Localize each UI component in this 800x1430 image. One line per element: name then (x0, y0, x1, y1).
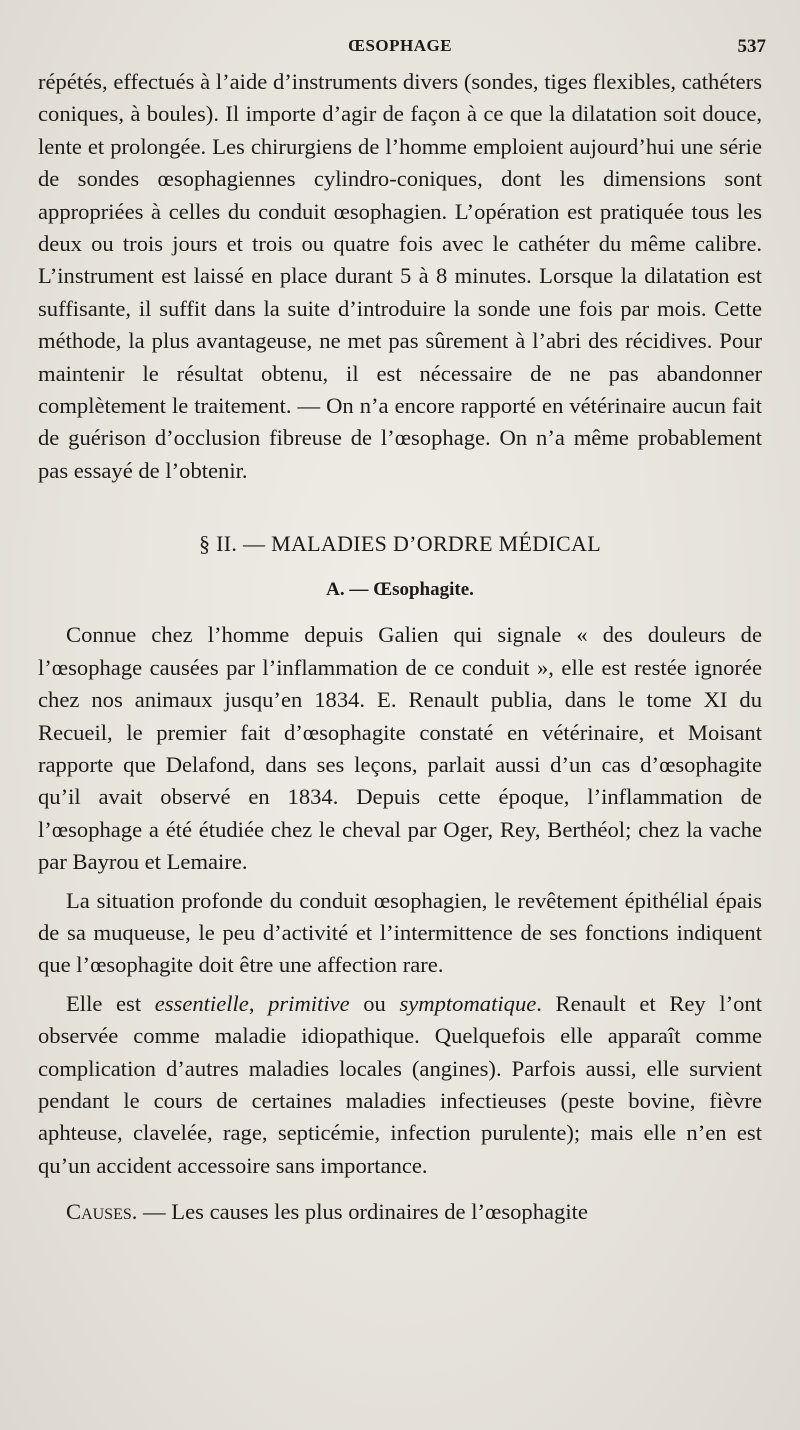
paragraph-history: Connue chez l’homme depuis Galien qui signale « des douleurs de l’œsophage causées par l’inflammation de ce conduit », elle est restée ignorée chez nos animaux jusqu’en 1834. E. Renault publia, dans le tome XI du Recueil, le premier fait d’œsophagite constaté en vétérinaire, et Moisant rapporte que Delafond, dans ses leçons, parlait aussi d’un cas d’œsophagite qu’il avait observé en 1834. Depuis cette époque, l’inflammation de l’œsophage a été étudiée chez le cheval par Oger, Rey, Berthéol; chez la vache par Bayrou et Lemaire. (38, 622, 762, 875)
running-title: ŒSOPHAGE (347, 36, 453, 55)
causes-text: — Les causes les plus ordinaires de l’œsophagite (137, 1199, 588, 1225)
forms-sep-2: ou (349, 990, 400, 1016)
paragraph-forms (38, 988, 762, 1182)
section-heading: § II. — MALADIES D’ORDRE MÉDICAL (199, 531, 601, 557)
forms-rest: . Renault et Rey l’ont observée comme maladie idiopathique. Quelquefois elle apparaît comme complication d’autres maladies locales (angines). Parfois aussi, elle survient pendant le cours de certaines maladies infectieuses (peste bovine, fièvre aphteuse, clavelée, rage, septicémie, infection purulente); mais elle n’en est qu’un accident accessoire sans importance. (38, 990, 763, 1178)
paragraph-causes (38, 1196, 762, 1228)
paragraph-rarity: La situation profonde du conduit œsophagien, le revêtement épithélial épais de sa muqueuse, le peu d’activité et l’intermittence de ses fonctions indiquent que l’œsophagite doit être une affection rare. (38, 887, 762, 978)
forms-sep-1: , (248, 990, 269, 1016)
running-header (38, 30, 766, 58)
causes-label: Causes. (66, 1199, 138, 1225)
forms-lead: Elle est (66, 990, 155, 1016)
term-primitive: primitive (268, 990, 350, 1016)
sub-heading: A. — Œsophagite. (326, 579, 474, 601)
paragraph-dilatation: répétés, effectués à l’aide d’instruments divers (sondes, tiges flexibles, cathéters coniques, à boules). Il importe d’agir de façon à ce que la dilatation soit douce, lente et prolongée. Les chirurgiens de l’homme emploient aujourd’hui une série de sondes œsophagiennes cylindro-coniques, dont les dimensions sont appropriées à celles du conduit œsophagien. L’opération est pratiquée tous les deux ou trois jours et trois ou quatre fois avec le cathéter du même calibre. L’instrument est laissé en place durant 5 à 8 minutes. Lorsque la dilatation est suffisante, il suffit dans la suite d’introduire la sonde une fois par mois. Cette méthode, la plus avantageuse, ne met pas sûrement à l’abri des récidives. Pour maintenir le résultat obtenu, il est nécessaire de ne pas abandonner complètement le traitement. — On n’a encore rapporté en vétérinaire aucun fait de guérison d’occlusion fibreuse de l’œsophage. On n’a même probablement pas essayé de l’obtenir. (38, 69, 762, 483)
term-symptomatique: symptomatique (399, 990, 537, 1016)
term-essentielle: essentielle (154, 990, 249, 1016)
page-number: 537 (737, 36, 766, 57)
